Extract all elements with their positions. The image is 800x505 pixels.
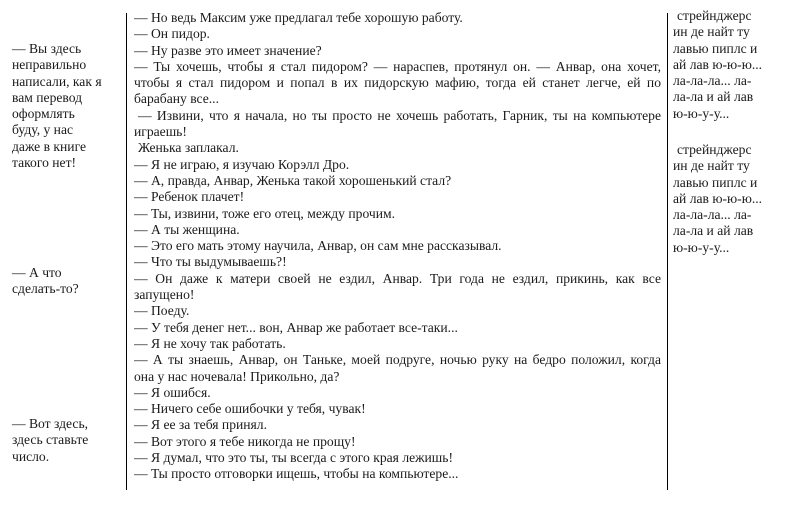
- dialogue-line: барабану все...: [134, 91, 219, 107]
- dialogue-paragraph: [134, 254, 661, 270]
- dialogue-line: — Он даже к матери своей не ездил, Анвар. Три года не ездил, прикинь, как все: [134, 270, 661, 286]
- dialogue-paragraph: [134, 271, 661, 304]
- right-margin-column: [673, 0, 795, 505]
- dialogue-paragraph: [134, 43, 661, 59]
- column-divider-right: [667, 13, 668, 490]
- dialogue-line: — Я не играю, я изучаю Корэлл Дро.: [134, 156, 350, 172]
- dialogue-line: — Я не хочу так работать.: [134, 335, 286, 351]
- right-margin-note-line: ла-ла-ла... ла-: [673, 207, 752, 223]
- right-margin-note-line: ин де найт ту: [673, 24, 750, 40]
- dialogue-line: — Он пидор.: [134, 26, 210, 42]
- dialogue-line: — Что ты выдумываешь?!: [134, 254, 287, 270]
- left-margin-note: [12, 41, 122, 171]
- dialogue-paragraph: [134, 466, 661, 482]
- dialogue-column: [134, 10, 661, 483]
- left-margin-note-line: буду, у нас: [12, 122, 74, 138]
- dialogue-paragraph: [134, 336, 661, 352]
- dialogue-line: — Но ведь Максим уже предлагал тебе хорошую работу.: [134, 10, 463, 25]
- dialogue-line: — Ты хочешь, чтобы я стал пидором? — нараспев, протянул он. — Анвар, она хочет,: [134, 58, 661, 74]
- left-margin-note-line: здесь ставьте: [12, 432, 89, 448]
- dialogue-line: Женька заплакал.: [138, 140, 239, 156]
- left-margin-note-line: даже в книге: [12, 138, 86, 154]
- dialogue-line: — А ты женщина.: [134, 221, 240, 237]
- dialogue-line: — Поеду.: [134, 303, 190, 319]
- left-margin-note-line: вам перевод: [12, 89, 83, 105]
- dialogue-line: — Я ошибся.: [134, 384, 211, 400]
- dialogue-line: — Ребенок плачет!: [134, 189, 245, 205]
- left-margin-note-line: неправильно: [12, 57, 87, 73]
- right-margin-note-line: стрейнджерс: [677, 8, 752, 23]
- dialogue-line: — Ты просто отговорки ищешь, чтобы на компьютере...: [134, 466, 459, 482]
- right-margin-note-line: лавью пиплс и: [673, 174, 758, 190]
- dialogue-line: — Я ее за тебя принял.: [134, 417, 267, 433]
- left-margin-note-line: — Вот здесь,: [12, 416, 89, 431]
- dialogue-paragraph: [134, 108, 661, 141]
- dialogue-paragraph: [134, 417, 661, 433]
- dialogue-paragraph: [134, 320, 661, 336]
- left-margin-note-line: оформлять: [12, 106, 75, 122]
- dialogue-line: играешь!: [134, 124, 187, 140]
- dialogue-line: чтобы я стал пидором и попал в их пидорскую мафию, тогда ей станет легче, ей по: [134, 75, 661, 91]
- right-margin-note-line: ю-ю-у-у...: [673, 105, 730, 121]
- column-divider-left: [126, 13, 127, 490]
- left-margin-note-line: — А что: [12, 265, 62, 280]
- left-margin-note: [12, 416, 122, 465]
- left-margin-note: [12, 265, 122, 298]
- dialogue-paragraph: [134, 157, 661, 173]
- dialogue-paragraph: [134, 26, 661, 42]
- dialogue-paragraph: [134, 238, 661, 254]
- dialogue-line: — Извини, что я начала, но ты просто не хочешь работать, Гарник, ты на компьютере: [138, 107, 661, 123]
- right-margin-note-line: стрейнджерс: [677, 142, 752, 157]
- dialogue-paragraph: [134, 303, 661, 319]
- dialogue-paragraph: [134, 385, 661, 401]
- right-margin-note-line: ай лав ю-ю-ю...: [673, 56, 763, 72]
- dialogue-line: — Ты, извини, тоже его отец, между прочим.: [134, 205, 395, 221]
- dialogue-line: — Вот этого я тебе никогда не прощу!: [134, 433, 356, 449]
- dialogue-paragraph: [134, 434, 661, 450]
- right-margin-note-line: ла-ла-ла... ла-: [673, 73, 752, 89]
- dialogue-line: запущено!: [134, 287, 195, 303]
- dialogue-paragraph: [134, 10, 661, 26]
- dialogue-line: — Я думал, что это ты, ты всегда с этого края лежишь!: [134, 450, 454, 466]
- dialogue-paragraph: [134, 173, 661, 189]
- left-margin-note-line: сделать-то?: [12, 281, 79, 297]
- dialogue-paragraph: [134, 206, 661, 222]
- right-margin-note-line: ю-ю-у-у...: [673, 239, 730, 255]
- right-margin-note-line: ин де найт ту: [673, 158, 750, 174]
- right-margin-note-line: ай лав ю-ю-ю...: [673, 190, 763, 206]
- dialogue-paragraph: [134, 401, 661, 417]
- left-margin-note-line: написали, как я: [12, 73, 102, 89]
- dialogue-paragraph: [134, 222, 661, 238]
- right-margin-note-line: ла-ла и ай лав: [673, 89, 754, 105]
- left-margin-note-line: число.: [12, 448, 50, 464]
- left-margin-note-line: — Вы здесь: [12, 41, 82, 56]
- left-margin-note-line: такого нет!: [12, 155, 77, 171]
- right-margin-note: [673, 142, 795, 256]
- dialogue-paragraph: [134, 140, 661, 156]
- dialogue-line: она у нас ночевала! Прикольно, да?: [134, 368, 340, 384]
- left-margin-column: [12, 0, 122, 505]
- right-margin-note-line: лавью пиплс и: [673, 40, 758, 56]
- dialogue-line: — Ничего себе ошибочки у тебя, чувак!: [134, 401, 366, 417]
- dialogue-paragraph: [134, 59, 661, 108]
- dialogue-paragraph: [134, 352, 661, 385]
- dialogue-line: — У тебя денег нет... вон, Анвар же работает все-таки...: [134, 319, 458, 335]
- dialogue-line: — Это его мать этому научила, Анвар, он сам мне рассказывал.: [134, 238, 502, 254]
- right-margin-note: [673, 8, 795, 122]
- right-margin-note-line: ла-ла и ай лав: [673, 223, 754, 239]
- dialogue-paragraph: [134, 189, 661, 205]
- dialogue-line: — А ты знаешь, Анвар, он Таньке, моей подруге, ночью руку на бедро положил, когда: [134, 352, 661, 368]
- dialogue-line: — А, правда, Анвар, Женька такой хорошенький стал?: [134, 172, 452, 188]
- dialogue-paragraph: [134, 450, 661, 466]
- dialogue-line: — Ну разве это имеет значение?: [134, 42, 322, 58]
